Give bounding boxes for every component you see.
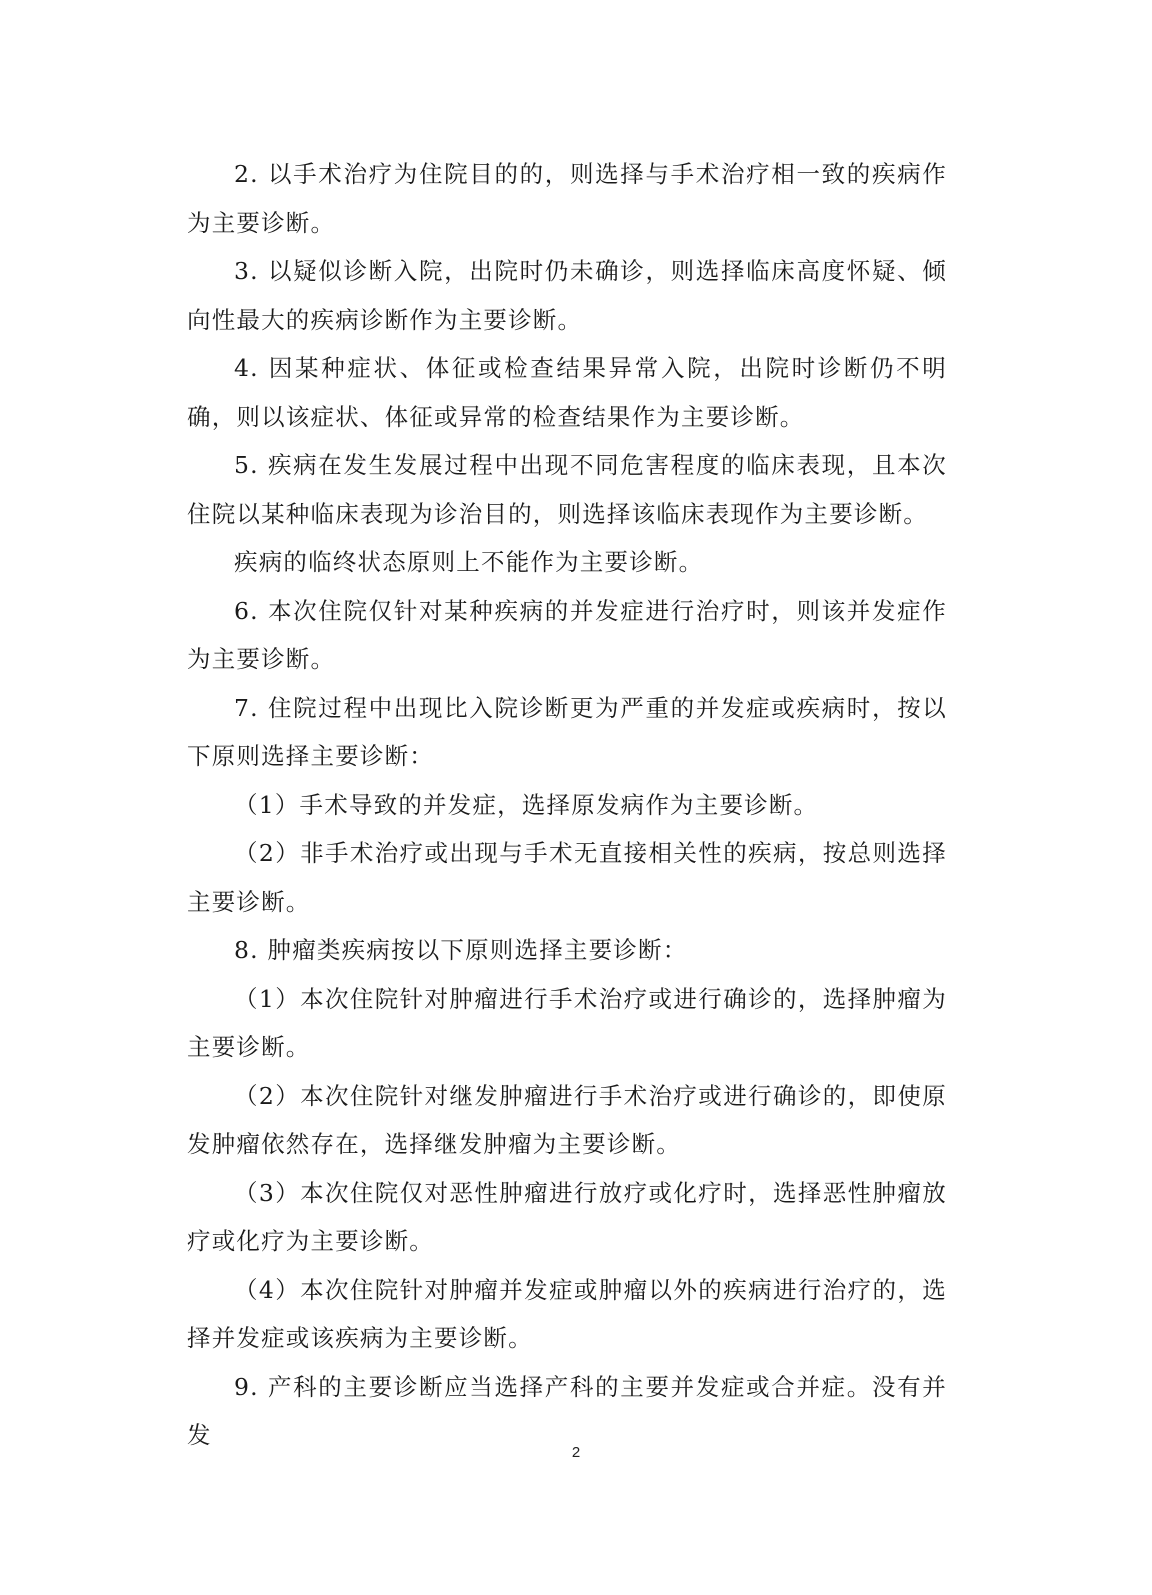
paragraph-item-6-complication: 6. 本次住院仅针对某种疾病的并发症进行治疗时，则该并发症作为主要诊断。: [187, 596, 947, 673]
paragraph-item-8-4: （4）本次住院针对肿瘤并发症或肿瘤以外的疾病进行治疗的，选择并发症或该疾病为主要诊断。: [187, 1275, 947, 1352]
paragraph-terminal-state: 疾病的临终状态原则上不能作为主要诊断。: [234, 548, 704, 576]
paragraph-item-5-manifestation: 5. 疾病在发生发展过程中出现不同危害程度的临床表现，且本次住院以某种临床表现为诊治目的，则选择该临床表现作为主要诊断。: [187, 451, 947, 528]
paragraph-item-4-symptoms: 4. 因某种症状、体征或检查结果异常入院，出院时诊断仍不明确，则以该症状、体征或异常的检查结果作为主要诊断。: [187, 354, 947, 431]
paragraph-item-8-2: （2）本次住院针对继发肿瘤进行手术治疗或进行确诊的，即使原发肿瘤依然存在，选择继发肿瘤为主要诊断。: [187, 1081, 947, 1158]
paragraph-item-3-suspected: 3. 以疑似诊断入院，出院时仍未确诊，则选择临床高度怀疑、倾向性最大的疾病诊断作为主要诊断。: [187, 257, 947, 334]
paragraph-item-7-1: （1）手术导致的并发症，选择原发病作为主要诊断。: [234, 790, 819, 819]
paragraph-item-7-2: （2）非手术治疗或出现与手术无直接相关性的疾病，按总则选择主要诊断。: [187, 839, 947, 916]
paragraph-item-8-1: （1）本次住院针对肿瘤进行手术治疗或进行确诊的，选择肿瘤为主要诊断。: [187, 984, 947, 1061]
paragraph-item-2-surgery: 2. 以手术治疗为住院目的的，则选择与手术治疗相一致的疾病作为主要诊断。: [187, 160, 947, 237]
paragraph-item-8-3: （3）本次住院仅对恶性肿瘤进行放疗或化疗时，选择恶性肿瘤放疗或化疗为主要诊断。: [187, 1178, 947, 1255]
paragraph-item-9-obstetrics: 9. 产科的主要诊断应当选择产科的主要并发症或合并症。没有并发: [187, 1372, 947, 1449]
paragraph-item-7-severe: 7. 住院过程中出现比入院诊断更为严重的并发症或疾病时，按以下原则选择主要诊断：: [187, 693, 947, 770]
document-body: [187, 150, 947, 1460]
page-number: 2: [571, 1444, 581, 1461]
paragraph-item-8-tumor: 8. 肿瘤类疾病按以下原则选择主要诊断：: [234, 936, 688, 964]
